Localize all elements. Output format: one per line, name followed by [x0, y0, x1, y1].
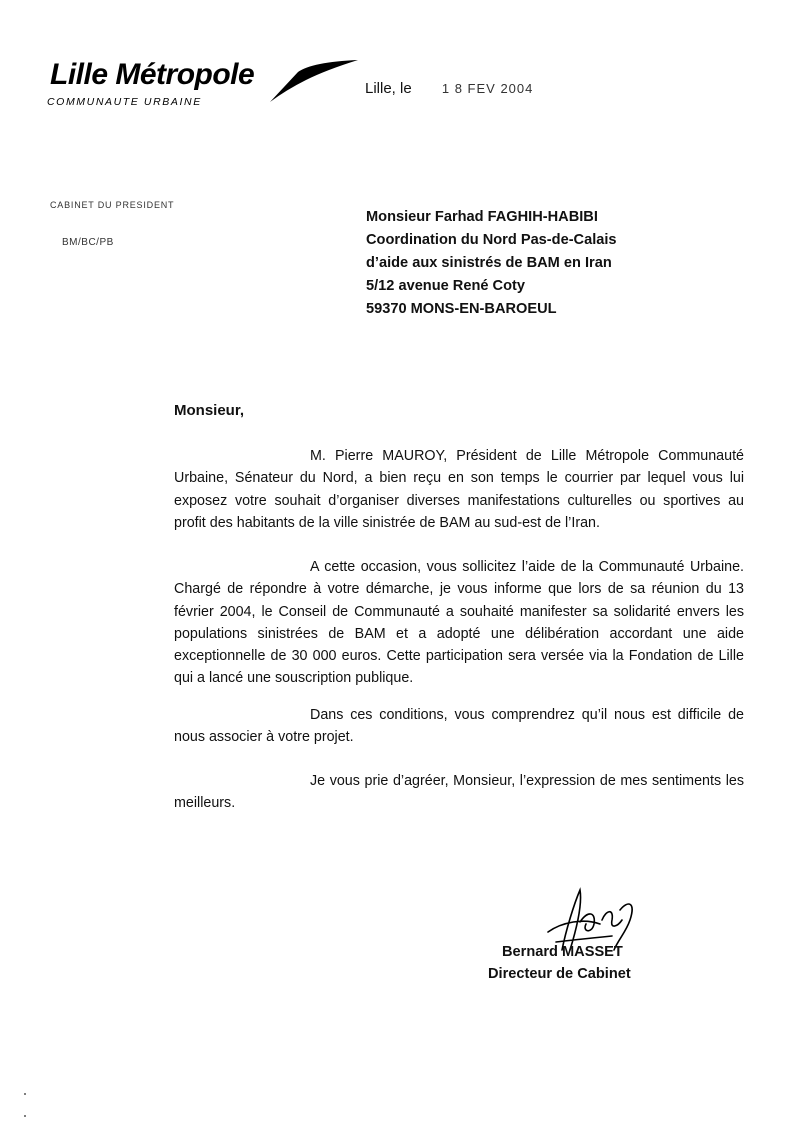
recipient-line: 59370 MONS-EN-BAROEUL	[366, 301, 557, 317]
body-paragraph: Je vous prie d’agréer, Monsieur, l’expression de mes sentiments les meilleurs.	[174, 773, 744, 812]
signatory-name: Bernard MASSET	[502, 944, 623, 960]
place-date	[365, 80, 533, 97]
organization-logo-text: Lille Métropole	[50, 58, 255, 91]
date-stamp: 1 8 FEV 2004	[441, 81, 534, 96]
signatory-block	[488, 941, 631, 985]
scan-specks	[22, 1090, 28, 1120]
recipient-line: Coordination du Nord Pas-de-Calais	[366, 232, 617, 248]
body-paragraph: M. Pierre MAUROY, Président de Lille Métropole Communauté Urbaine, Sénateur du Nord, a bien reçu en son temps le courrier par lequel vous lui exposez votre souhait d’organiser diverses manifestations culturelles ou sportives au profit des habitants de la ville sinistrée de BAM au sud-est de l’Iran.	[174, 448, 744, 531]
recipient-line: 5/12 avenue René Coty	[366, 278, 525, 294]
recipient-line: Monsieur Farhad FAGHIH-HABIBI	[366, 209, 598, 225]
organization-subtitle: COMMUNAUTE URBAINE	[47, 96, 202, 108]
salutation: Monsieur,	[174, 402, 245, 419]
reference-code: BM/BC/PB	[62, 237, 114, 248]
recipient-line: d’aide aux sinistrés de BAM en Iran	[366, 255, 612, 271]
body-paragraph: Dans ces conditions, vous comprendrez qu’il nous est difficile de nous associer à votre projet.	[174, 707, 744, 746]
signatory-title: Directeur de Cabinet	[488, 966, 631, 982]
sender-department: CABINET DU PRESIDENT	[50, 200, 175, 210]
place-label: Lille, le	[365, 80, 412, 97]
body-paragraph: A cette occasion, vous sollicitez l’aide de la Communauté Urbaine. Chargé de répondre à votre démarche, je vous informe que lors de sa réunion du 13 février 2004, le Conseil de Communauté a souhaité manifester sa solidarité envers les populations sinistrées de BAM et a adopté une délibération accordant une aide exceptionnelle de 30 000 euros. Cette participation sera versée via la Fondation de Lille qui a lancé une souscription publique.	[174, 559, 744, 687]
logo-swoosh-icon	[268, 58, 360, 104]
recipient-address	[366, 206, 617, 321]
